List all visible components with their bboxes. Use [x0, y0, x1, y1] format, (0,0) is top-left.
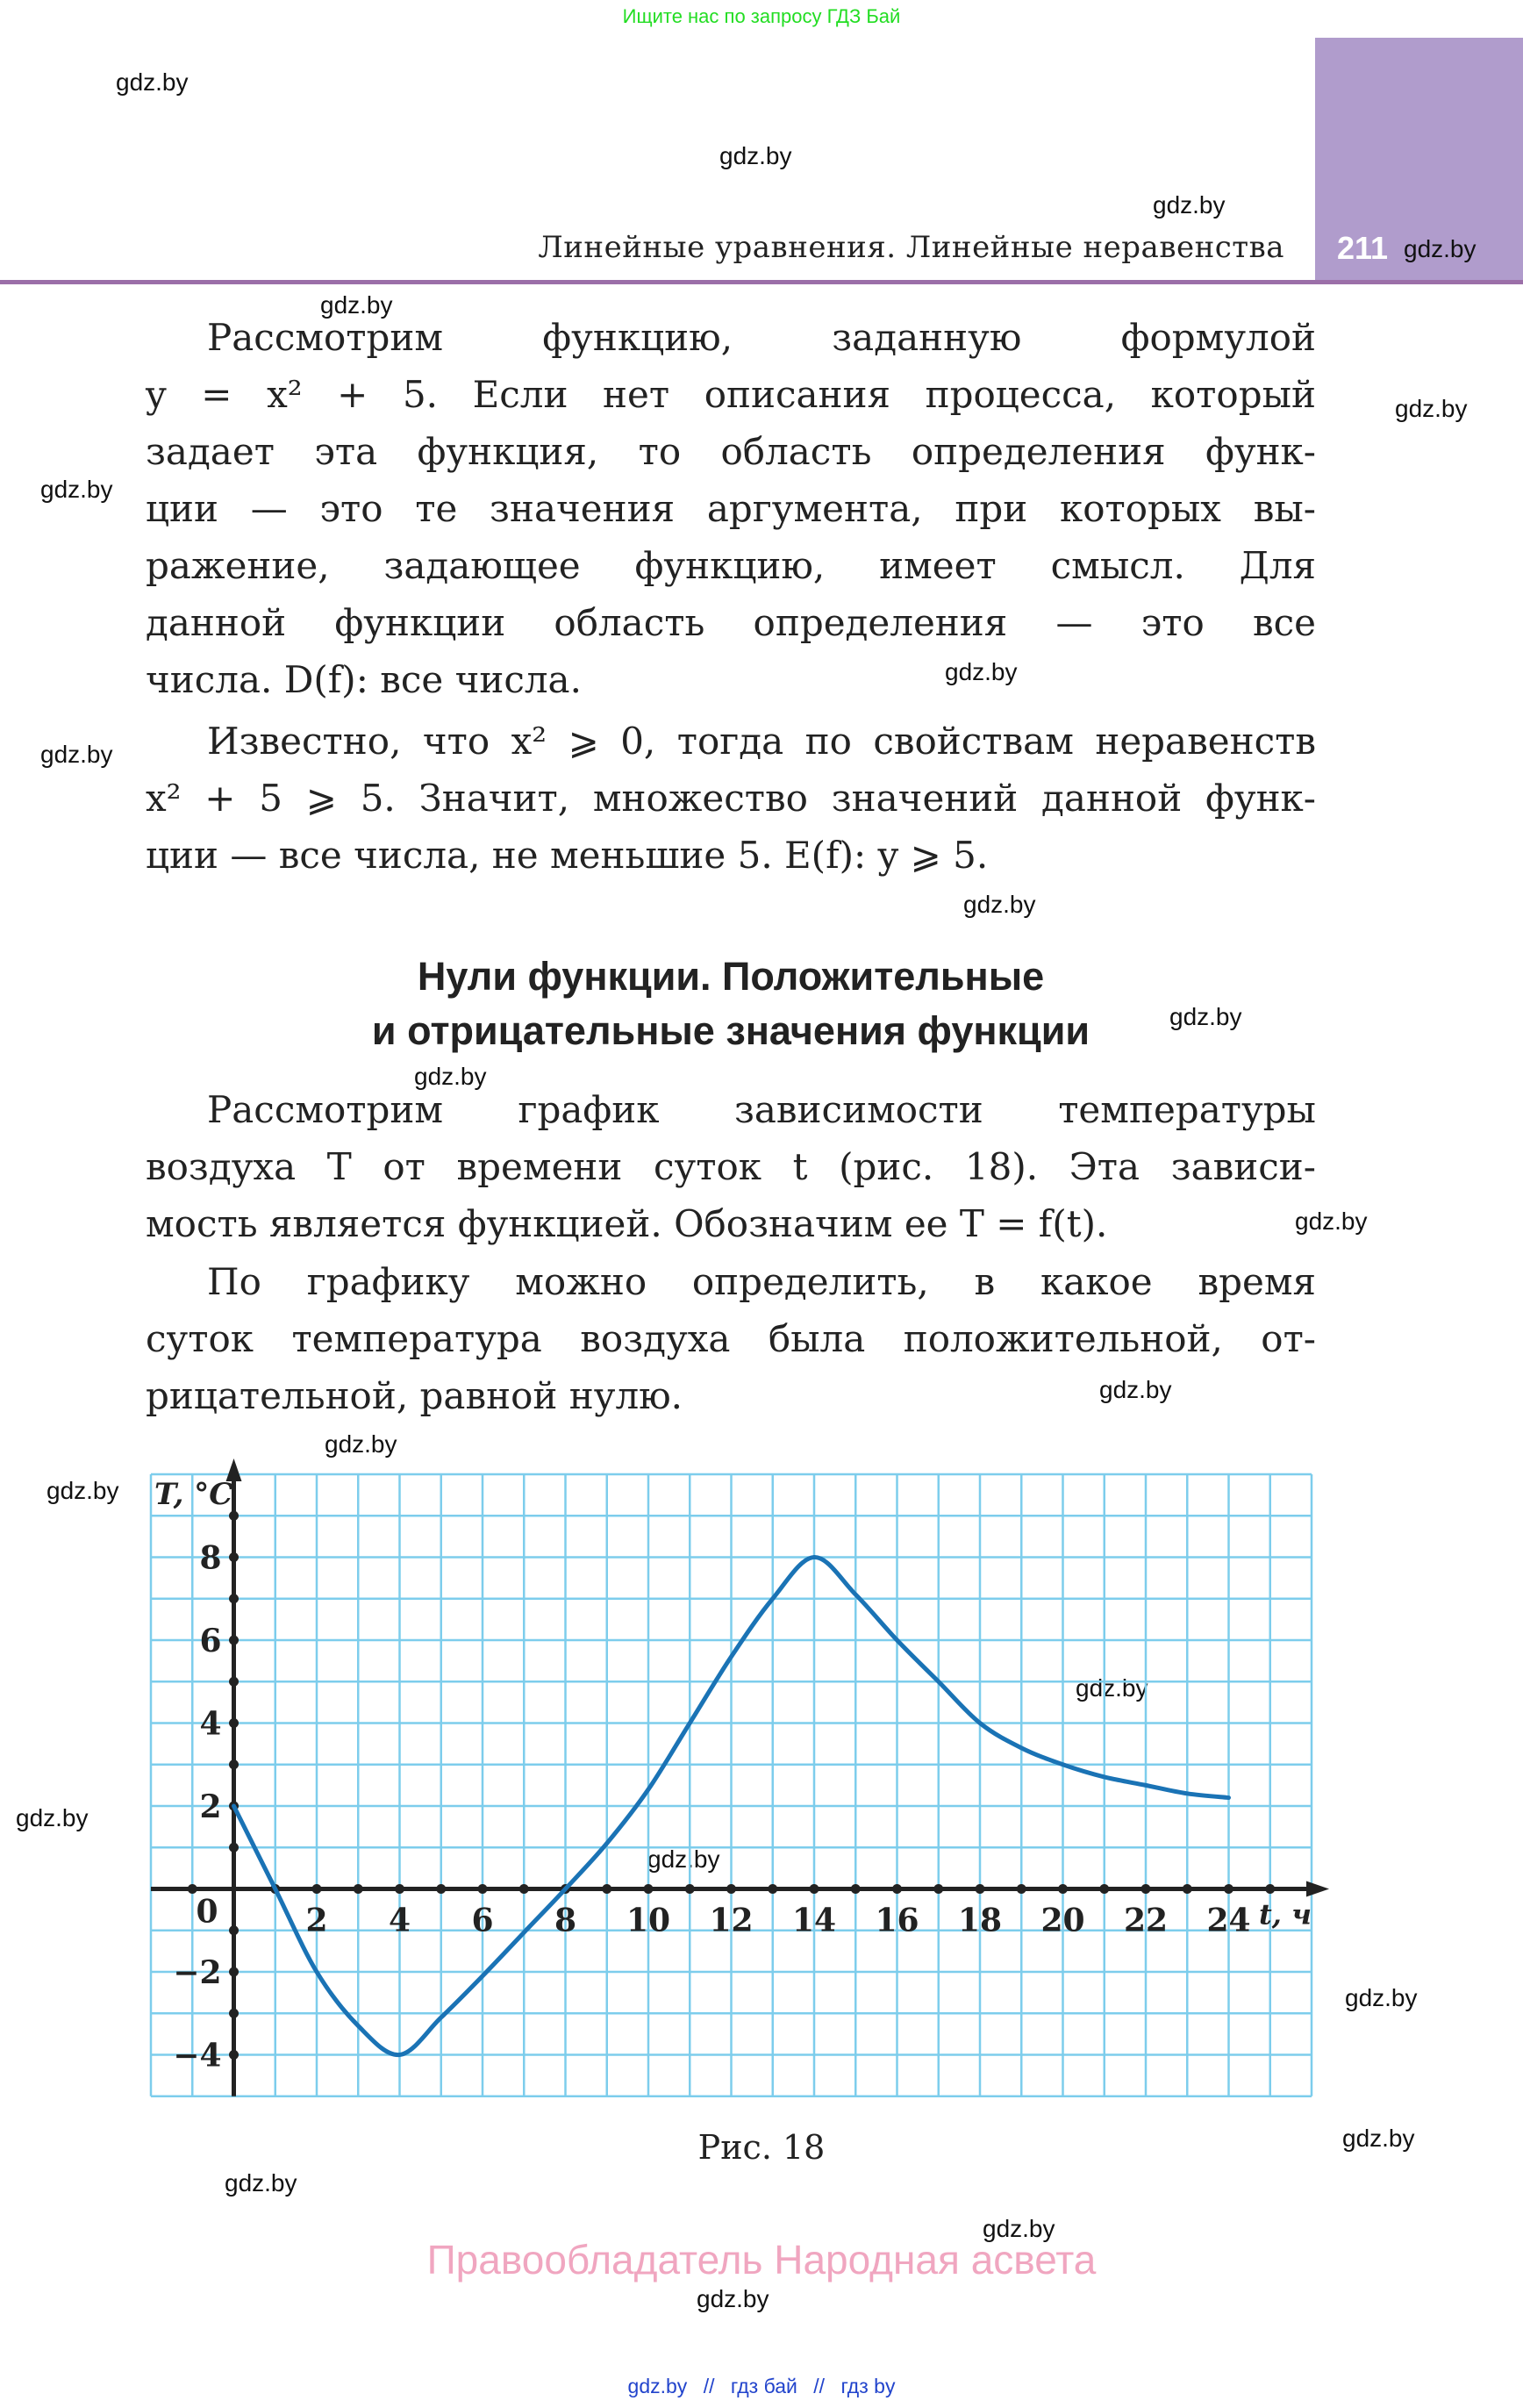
svg-text:−4: −4: [173, 2037, 222, 2075]
watermark: gdz.by: [40, 741, 113, 768]
svg-text:4: 4: [199, 1705, 222, 1743]
watermark: gdz.by: [719, 142, 792, 169]
text-line: данной функции область определения — это все: [146, 601, 1316, 644]
text-line: y = x² + 5. Если нет описания процесса, который: [146, 373, 1316, 416]
svg-text:12: 12: [709, 1902, 754, 1939]
svg-text:20: 20: [1040, 1902, 1085, 1939]
watermark: gdz.by: [225, 2169, 297, 2197]
text-line: рицательной, равной нулю.: [146, 1374, 683, 1417]
svg-text:−2: −2: [173, 1954, 222, 1991]
watermark: gdz.by: [325, 1430, 397, 1458]
watermark: gdz.by: [16, 1804, 89, 1831]
footer-link-gdz-bai[interactable]: гдз бай: [730, 2375, 797, 2397]
watermark: gdz.by: [320, 291, 393, 319]
svg-text:8: 8: [554, 1902, 577, 1939]
text-line: задает эта функция, то область определения функ-: [146, 430, 1316, 473]
svg-text:0: 0: [196, 1893, 218, 1931]
footer-separator: //: [703, 2375, 715, 2397]
watermark: gdz.by: [40, 476, 113, 503]
page-number: 211: [1337, 230, 1389, 266]
watermark: gdz.by: [116, 68, 189, 96]
text-line: суток температура воздуха была положительной, от-: [146, 1317, 1316, 1360]
svg-text:14: 14: [791, 1902, 837, 1939]
svg-text:24: 24: [1206, 1902, 1251, 1939]
heading-line-2: и отрицательные значения функции: [371, 1008, 1090, 1053]
running-title: Линейные уравнения. Линейные неравенства: [538, 230, 1284, 265]
footer-separator: //: [813, 2375, 826, 2397]
text-line: Рассмотрим график зависимости температуры: [207, 1088, 1316, 1131]
watermark: gdz.by: [1395, 395, 1468, 422]
svg-text:22: 22: [1123, 1902, 1169, 1939]
watermark: gdz.by: [46, 1477, 119, 1504]
watermark: gdz.by: [1169, 1003, 1242, 1030]
watermark: gdz.by: [414, 1063, 487, 1090]
svg-text:16: 16: [875, 1902, 919, 1939]
footer-link-gdz[interactable]: gdz.by: [627, 2375, 688, 2397]
watermark: gdz.by: [697, 2285, 769, 2312]
watermark: gdz.by: [1295, 1208, 1368, 1235]
figure-caption: Рис. 18: [697, 2128, 826, 2167]
heading-line-1: Нули функции. Положительные: [417, 954, 1045, 999]
text-line: По графику можно определить, в какое время: [207, 1260, 1316, 1303]
text-line: ражение, задающее функцию, имеет смысл. Для: [146, 544, 1316, 587]
svg-text:10: 10: [626, 1902, 671, 1939]
text-line: воздуха T от времени суток t (рис. 18). Эта зависи-: [146, 1145, 1316, 1188]
chart-axes: [151, 1458, 1329, 2096]
text-line: Рассмотрим функцию, заданную формулой: [207, 316, 1316, 359]
watermark: gdz.by: [1099, 1376, 1172, 1403]
rights-holder: Правообладатель Народная асвета: [426, 2237, 1097, 2283]
watermark: gdz.by: [1342, 2125, 1415, 2152]
svg-text:2: 2: [199, 1788, 222, 1825]
y-axis-label: T, °C: [154, 1477, 233, 1512]
watermark: gdz.by: [1345, 1984, 1418, 2011]
svg-text:6: 6: [199, 1623, 222, 1659]
text-line: Известно, что x² ⩾ 0, тогда по свойствам неравенств: [207, 720, 1316, 763]
svg-text:18: 18: [957, 1902, 1003, 1939]
watermark: gdz.by: [1076, 1674, 1148, 1702]
svg-text:6: 6: [471, 1902, 494, 1939]
svg-text:4: 4: [388, 1902, 411, 1939]
text-line: мость является функцией. Обозначим ее T = f(t).: [146, 1202, 1108, 1245]
text-line: x² + 5 ⩾ 5. Значит, множество значений данной функ-: [146, 777, 1316, 820]
watermark: gdz.by: [945, 658, 1018, 685]
watermark: gdz.by: [983, 2215, 1055, 2242]
watermark: gdz.by: [647, 1845, 720, 1873]
x-axis-label: t, ч: [1259, 1897, 1312, 1931]
watermark: gdz.by: [963, 891, 1036, 918]
watermark: gdz.by: [1153, 191, 1226, 219]
top-banner: Ищите нас по запросу ГДЗ Бай: [622, 5, 901, 27]
footer-links: [0, 2375, 1523, 2398]
text-line: ции — это те значения аргумента, при которых вы-: [146, 487, 1316, 530]
text-line: числа. D(f): все числа.: [146, 658, 582, 701]
svg-text:8: 8: [199, 1539, 222, 1577]
footer-link-gdz-by[interactable]: гдз by: [840, 2375, 896, 2397]
watermark: gdz.by: [1404, 235, 1477, 262]
text-line: ции — все числа, не меньшие 5. E(f): y ⩾ 5.: [146, 834, 989, 877]
svg-text:2: 2: [305, 1902, 328, 1939]
